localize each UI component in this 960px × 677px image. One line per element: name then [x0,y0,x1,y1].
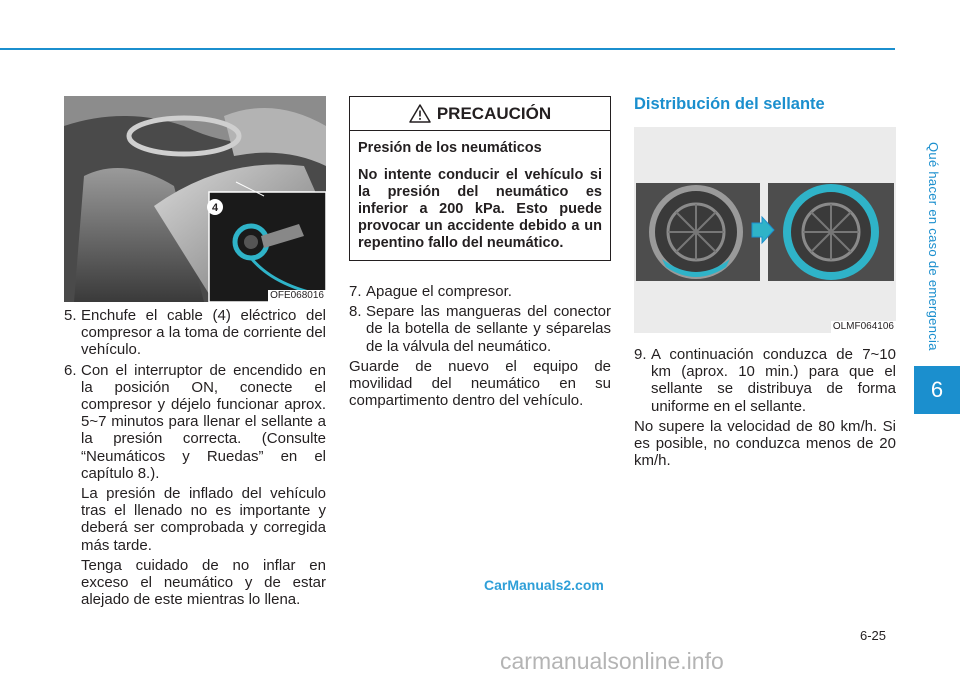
tire-sealant-illustration [634,127,896,333]
storage-note: Guarde de nuevo el equipo de movilidad del neumático en su compartimento dentro del vehículo. [349,357,611,410]
step-number: 9. [634,346,647,363]
figure-code: OFE068016 [270,290,324,301]
callout-number: 4 [211,202,219,214]
inflation-note: La presión de inflado del vehículo tras el llenado no es importante y deberá ser comprobada y corregida más tarde. [81,485,326,554]
step-6 [64,362,326,482]
step-number: 7. [349,283,362,300]
caution-text: No intente conducir el vehículo si la presión del neumático es inferior a 200 kPa. Esto puede provocar un accidente debido a un repentino fallo del neumático. [358,167,602,251]
compressor-plug-figure [64,96,326,302]
section-title: Distribución del sellante [634,95,825,113]
caution-title: PRECAUCIÓN [436,103,552,123]
step-text: Separe las mangueras del conector de la botella de sellante y séparelas de la válvula del neumático. [366,303,611,355]
caution-body [350,131,610,260]
chapter-side-title: Qué hacer en caso de emergencia [926,142,941,351]
step-number: 8. [349,303,362,321]
figure-code: OLMF064106 [832,321,894,332]
step-number: 5. [64,307,77,324]
step-9 [634,346,896,415]
overinflation-note: Tenga cuidado de no inflar en exceso el neumático y de estar alejado de este mientras lo llena. [81,556,326,609]
step-7 [349,283,611,300]
caution-box [349,96,611,261]
caution-subtitle: Presión de los neumáticos [358,140,542,156]
step-number: 6. [64,361,77,379]
warning-triangle-icon [409,104,431,123]
chapter-tab[interactable] [914,366,960,414]
car-interior-illustration [64,96,326,302]
step-text: Con el interruptor de encendido en la posición ON, conecte el compresor y déjelo funcionar aprox. 5~7 minutos para llenar el sellante a la presión correcta. (Consulte “Neumáticos y Ruedas” en el capítulo 8.). [81,361,326,482]
column-2 [349,96,611,409]
step-5 [64,307,326,359]
step-text: Enchufe el cable (4) eléctrico del compresor a la toma de corriente del vehículo. [81,307,326,359]
header-rule [0,48,895,50]
step-text: A continuación conduzca de 7~10 km (aprox. 10 min.) para que el sellante se distribuya de forma uniforme en el sellante. [651,346,896,415]
page-number: 6-25 [860,628,887,643]
chapter-number: 6 [930,377,944,402]
sealant-distribution-figure [634,127,896,333]
caution-header [350,97,610,131]
speed-note: No supere la velocidad de 80 km/h. Si es posible, no conduzca menos de 20 km/h. [634,417,896,470]
footer-watermark: carmanualsonline.info [500,648,724,674]
column-1 [64,96,326,608]
step-8 [349,303,611,355]
step-text: Apague el compresor. [366,283,512,300]
column-3 [634,96,896,469]
watermark-link[interactable]: CarManuals2.com [484,577,604,593]
